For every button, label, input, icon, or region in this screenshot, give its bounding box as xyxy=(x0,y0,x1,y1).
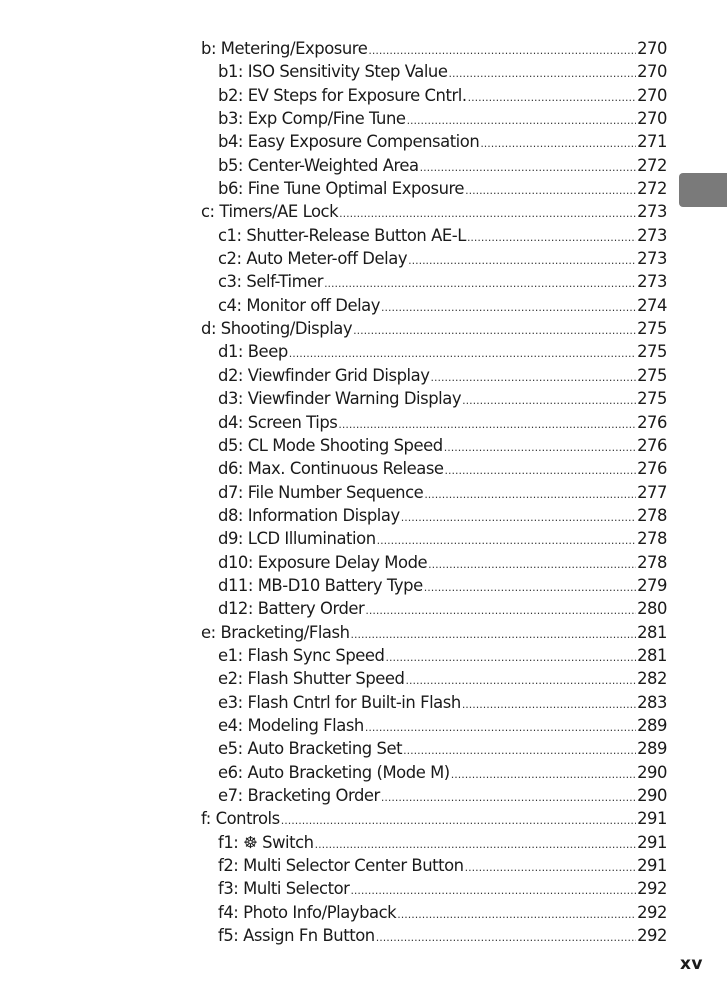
toc-section-heading[interactable] xyxy=(201,200,667,223)
dot-leader xyxy=(368,39,636,62)
toc-subentry[interactable] xyxy=(201,644,667,667)
toc-entry-page: 292 xyxy=(637,879,667,899)
toc-subentry[interactable] xyxy=(201,270,667,293)
toc-entry-label: d4: Screen Tips xyxy=(218,412,338,432)
toc-entry-page: 282 xyxy=(637,669,667,689)
dot-leader xyxy=(408,249,636,272)
toc-subentry[interactable] xyxy=(201,574,667,597)
toc-entry-page: 276 xyxy=(637,412,667,432)
toc-subentry[interactable] xyxy=(201,761,667,784)
dot-leader xyxy=(338,413,636,436)
toc-entry-label: b: Metering/Exposure xyxy=(201,39,368,58)
toc-entry-page: 275 xyxy=(637,389,667,409)
dot-leader xyxy=(365,599,636,622)
toc-entry-label: d2: Viewfinder Grid Display xyxy=(218,365,430,385)
toc-subentry[interactable] xyxy=(201,294,667,317)
toc-entry-label: d12: Battery Order xyxy=(218,599,365,619)
toc-subentry[interactable] xyxy=(201,481,667,504)
toc-entry-label: d6: Max. Continuous Release xyxy=(218,459,444,479)
toc-entry-page: 283 xyxy=(637,692,667,712)
toc-entry-page: 291 xyxy=(637,856,667,876)
toc-subentry[interactable] xyxy=(201,831,667,854)
toc-entry-page: 281 xyxy=(637,645,667,665)
toc-subentry[interactable] xyxy=(201,691,667,714)
dot-leader xyxy=(480,132,636,155)
toc-entry-page: 274 xyxy=(637,295,667,315)
toc-entry-label: d11: MB-D10 Battery Type xyxy=(218,575,423,595)
toc-section-heading[interactable] xyxy=(201,317,667,340)
toc-entry-page: 281 xyxy=(637,622,667,642)
toc-subentry[interactable] xyxy=(201,364,667,387)
toc-subentry[interactable] xyxy=(201,597,667,620)
toc-entry-page: 273 xyxy=(637,225,667,245)
toc-entry-label: b1: ISO Sensitivity Step Value xyxy=(218,62,448,82)
dot-leader xyxy=(351,623,637,646)
dot-leader xyxy=(462,389,636,412)
toc-entry-label: e7: Bracketing Order xyxy=(218,786,380,805)
toc-subentry[interactable] xyxy=(201,224,667,247)
toc-entry-label: c2: Auto Meter-off Delay xyxy=(218,249,408,269)
dot-leader xyxy=(377,529,636,552)
toc-entry-label: f3: Multi Selector xyxy=(218,879,350,899)
toc-subentry[interactable] xyxy=(201,247,667,270)
toc-entry-page: 278 xyxy=(637,552,667,572)
toc-entry-label: f1: ☸ Switch xyxy=(218,832,314,852)
toc-entry-label: c3: Self-Timer xyxy=(218,272,324,292)
section-tab-marker xyxy=(679,173,727,207)
toc-subentry[interactable] xyxy=(201,551,667,574)
toc-entry-page: 278 xyxy=(637,505,667,525)
dot-leader xyxy=(386,646,637,669)
toc-entry-label: d8: Information Display xyxy=(218,505,400,525)
toc-entry-label: f5: Assign Fn Button xyxy=(218,926,375,946)
page-number: xv xyxy=(679,954,703,974)
dot-leader xyxy=(381,296,636,319)
dot-leader xyxy=(444,436,636,459)
toc-subentry[interactable] xyxy=(201,411,667,434)
toc-entry-page: 270 xyxy=(637,109,667,129)
toc-subentry[interactable] xyxy=(201,737,667,760)
toc-subentry[interactable] xyxy=(201,154,667,177)
toc-subentry[interactable] xyxy=(201,877,667,900)
toc-entry-label: d10: Exposure Delay Mode xyxy=(218,552,428,572)
toc-section-heading[interactable] xyxy=(201,37,667,60)
dot-leader xyxy=(339,202,636,225)
toc-entry-page: 272 xyxy=(637,155,667,175)
toc-subentry[interactable] xyxy=(201,177,667,200)
dot-leader xyxy=(401,506,636,529)
toc-entry-label: d5: CL Mode Shooting Speed xyxy=(218,435,443,455)
toc-entry-label: e3: Flash Cntrl for Built-in Flash xyxy=(218,692,461,712)
toc-entry-label: d9: LCD Illumination xyxy=(218,529,376,549)
toc-section-heading[interactable] xyxy=(201,807,667,830)
dot-leader xyxy=(465,179,636,202)
toc-entry-page: 280 xyxy=(637,599,667,619)
toc-entry-label: e1: Flash Sync Speed xyxy=(218,645,385,665)
dot-leader xyxy=(420,156,636,179)
dot-leader xyxy=(407,109,637,132)
toc-entry-page: 270 xyxy=(637,62,667,82)
toc-entry-label: e6: Auto Bracketing (Mode M) xyxy=(218,762,450,782)
toc-entry-label: d7: File Number Sequence xyxy=(218,482,424,502)
toc-entry-page: 289 xyxy=(637,739,667,759)
toc-entry-label: d3: Viewfinder Warning Display xyxy=(218,389,462,409)
toc-entry-page: 278 xyxy=(637,529,667,549)
dot-leader xyxy=(445,459,637,482)
dot-leader xyxy=(376,926,636,949)
toc-entry-page: 292 xyxy=(637,926,667,946)
toc-entry-page: 270 xyxy=(637,85,667,105)
toc-subentry[interactable] xyxy=(201,504,667,527)
dot-leader xyxy=(397,903,636,926)
dot-leader xyxy=(468,86,636,109)
dot-leader xyxy=(289,342,636,365)
toc-entry-label: d: Shooting/Display xyxy=(201,319,353,339)
dot-leader xyxy=(324,272,636,295)
toc-subentry[interactable] xyxy=(201,854,667,877)
dot-leader xyxy=(424,576,636,599)
toc-entry-page: 277 xyxy=(637,482,667,502)
toc-entry-page: 290 xyxy=(637,762,667,782)
toc-subentry[interactable] xyxy=(201,714,667,737)
dot-leader xyxy=(381,786,636,809)
toc-entry-label: b6: Fine Tune Optimal Exposure xyxy=(218,179,465,199)
toc-entry-page: 275 xyxy=(637,365,667,385)
toc-entry-page: 272 xyxy=(637,179,667,199)
toc-entry-page: 292 xyxy=(637,902,667,922)
dot-leader xyxy=(403,739,636,762)
toc-entry-label: f4: Photo Info/Playback xyxy=(218,902,397,922)
dot-leader xyxy=(350,879,636,902)
toc-entry-label: c4: Monitor off Delay xyxy=(218,295,381,315)
toc-entry-page: 273 xyxy=(637,202,667,222)
dot-leader xyxy=(467,226,636,249)
toc-entry-label: c1: Shutter-Release Button AE-L xyxy=(218,225,466,245)
dot-leader xyxy=(424,483,636,506)
toc-entry-label: c: Timers/AE Lock xyxy=(201,202,339,222)
toc-entry-label: b3: Exp Comp/Fine Tune xyxy=(218,109,406,129)
toc-entry-page: 289 xyxy=(637,715,667,735)
dot-leader xyxy=(315,833,636,856)
dot-leader xyxy=(451,763,636,786)
toc-entry-page: 291 xyxy=(637,809,667,829)
toc-subentry[interactable] xyxy=(201,84,667,107)
toc-subentry[interactable] xyxy=(201,107,667,130)
toc-entry-page: 279 xyxy=(637,575,667,595)
toc-subentry[interactable] xyxy=(201,434,667,457)
dot-leader xyxy=(449,62,637,85)
toc-entry-page: 291 xyxy=(637,832,667,852)
toc-entry-page: 275 xyxy=(637,319,667,339)
dot-leader xyxy=(465,856,636,879)
toc-entry-label: b2: EV Steps for Exposure Cntrl. xyxy=(218,85,467,105)
toc-subentry[interactable] xyxy=(201,130,667,153)
toc-entry-page: 290 xyxy=(637,786,667,805)
dot-leader xyxy=(406,669,637,692)
toc-entry-label: e: Bracketing/Flash xyxy=(201,622,350,642)
dot-leader xyxy=(365,716,636,739)
toc-entry-label: f: Controls xyxy=(201,809,280,829)
toc-subentry[interactable] xyxy=(201,924,667,947)
toc-subentry[interactable] xyxy=(201,387,667,410)
dot-leader xyxy=(281,809,636,832)
toc-subentry[interactable] xyxy=(201,527,667,550)
dot-leader xyxy=(353,319,636,342)
toc-subentry[interactable] xyxy=(201,667,667,690)
toc-entry-label: e2: Flash Shutter Speed xyxy=(218,669,405,689)
dot-leader xyxy=(431,366,637,389)
toc-subentry[interactable] xyxy=(201,457,667,480)
toc-subentry[interactable] xyxy=(201,784,667,807)
toc-entry-label: f2: Multi Selector Center Button xyxy=(218,856,464,876)
toc-entry-label: d1: Beep xyxy=(218,342,288,362)
dot-leader xyxy=(462,693,636,716)
toc-entry-page: 276 xyxy=(637,459,667,479)
toc-entry-label: e4: Modeling Flash xyxy=(218,715,364,735)
toc-entry-label: b4: Easy Exposure Compensation xyxy=(218,132,480,152)
toc-entry-page: 276 xyxy=(637,435,667,455)
toc-entry-label: e5: Auto Bracketing Set xyxy=(218,739,403,759)
toc-entry-page: 270 xyxy=(637,39,667,58)
toc-entry-page: 273 xyxy=(637,249,667,269)
toc-subentry[interactable] xyxy=(201,340,667,363)
toc-entry-page: 273 xyxy=(637,272,667,292)
dot-leader xyxy=(428,553,636,576)
table-of-contents xyxy=(201,37,667,947)
toc-entry-page: 271 xyxy=(637,132,667,152)
toc-entry-page: 275 xyxy=(637,342,667,362)
toc-subentry[interactable] xyxy=(201,901,667,924)
toc-entry-label: b5: Center-Weighted Area xyxy=(218,155,419,175)
toc-section-heading[interactable] xyxy=(201,621,667,644)
toc-subentry[interactable] xyxy=(201,60,667,83)
